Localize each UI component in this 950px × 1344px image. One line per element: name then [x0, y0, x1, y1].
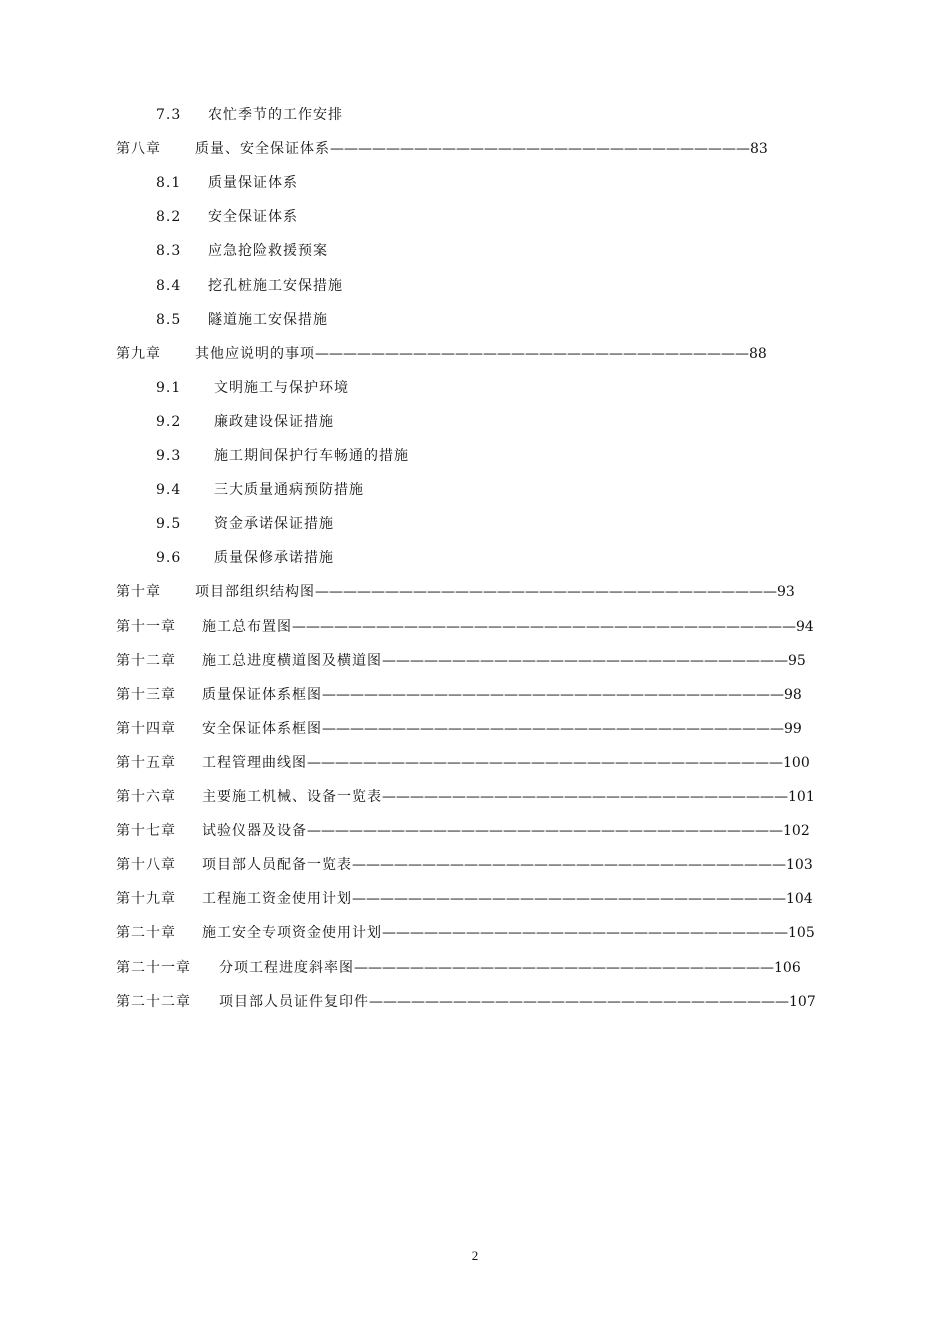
toc-leader-dashes: ——————————————————————————————————: [307, 754, 783, 771]
toc-leader-dashes: ———————————————————————————————: [352, 857, 786, 874]
toc-entry-title: 安全保证体系框图: [202, 720, 322, 737]
page-number: 2: [471, 1248, 479, 1263]
toc-chapter-entry: [116, 614, 818, 640]
toc-section-entry: [156, 102, 343, 128]
toc-entry-number: 8.4: [156, 277, 182, 294]
toc-chapter-entry: [116, 955, 818, 981]
toc-entry-title: 试验仪器及设备: [202, 823, 307, 840]
toc-entry-page: 100: [783, 754, 810, 771]
toc-leader-dashes: —————————————————————————————: [382, 789, 788, 805]
toc-entry-title: 施工总进度横道图及横道图: [202, 652, 382, 669]
toc-entry-title: 质量、安全保证体系: [195, 141, 330, 158]
toc-entry-page: 94: [796, 618, 814, 635]
toc-entry-page: 105: [788, 925, 815, 942]
toc-entry-page: 99: [784, 720, 802, 737]
toc-leader-dashes: —————————————————————————————: [382, 925, 788, 942]
toc-entry-number: 第九章: [116, 345, 161, 362]
toc-entry-title: 项目部人员配备一览表: [202, 857, 352, 874]
toc-entry-number: 9.3: [156, 448, 182, 464]
toc-entry-page: 93: [777, 584, 795, 601]
toc-leader-dashes: ———————————————————————————————: [315, 345, 749, 362]
toc-entry-number: 第十三章: [116, 686, 176, 703]
toc-entry-page: 88: [749, 345, 767, 362]
toc-chapter-entry: [116, 136, 818, 162]
toc-chapter-entry: [116, 818, 818, 844]
toc-entry-number: 9.6: [156, 550, 182, 567]
toc-entry-title: 隧道施工安保措施: [208, 311, 328, 328]
toc-leader-dashes: ——————————————————————————————————: [307, 823, 783, 840]
toc-entry-number: 9.4: [156, 482, 182, 499]
toc-entry-page: 83: [750, 141, 768, 158]
toc-entry-page: 95: [788, 652, 806, 669]
toc-entry-number: 8.5: [156, 311, 182, 328]
toc-entry-title: 质量保证体系: [208, 175, 298, 192]
toc-chapter-entry: [116, 341, 818, 367]
toc-leader-dashes: —————————————————————————————————: [315, 584, 777, 601]
toc-leader-dashes: ———————————————————————————————: [352, 891, 786, 908]
toc-chapter-entry: [116, 648, 818, 674]
toc-section-entry: [156, 477, 364, 503]
toc-section-entry: [156, 545, 334, 571]
toc-section-entry: [156, 307, 328, 333]
toc-entry-number: 第十九章: [116, 891, 176, 908]
toc-entry-title: 施工总布置图: [202, 618, 292, 635]
toc-section-entry: [156, 409, 334, 435]
toc-chapter-entry: [116, 716, 818, 742]
toc-entry-page: 101: [788, 789, 815, 805]
toc-section-entry: [156, 170, 298, 196]
toc-chapter-entry: [116, 682, 818, 708]
toc-leader-dashes: ——————————————————————————————: [354, 959, 774, 976]
toc-entry-title: 工程施工资金使用计划: [202, 891, 352, 908]
toc-entry-title: 廉政建设保证措施: [214, 413, 334, 430]
toc-entry-title: 施工期间保护行车畅通的措施: [214, 448, 409, 464]
toc-entry-title: 分项工程进度斜率图: [219, 959, 354, 976]
toc-entry-page: 98: [784, 686, 802, 703]
toc-entry-number: 第二十二章: [116, 993, 191, 1010]
toc-chapter-entry: [116, 886, 818, 912]
toc-leader-dashes: ——————————————————————————————: [369, 993, 789, 1010]
toc-entry-title: 农忙季节的工作安排: [208, 107, 343, 123]
toc-entry-page: 103: [786, 857, 813, 874]
toc-leader-dashes: —————————————————————————————————: [322, 686, 784, 703]
toc-entry-number: 第十八章: [116, 857, 176, 874]
toc-entry-title: 施工安全专项资金使用计划: [202, 925, 382, 942]
toc-entry-number: 第十二章: [116, 652, 176, 669]
toc-entry-page: 106: [774, 959, 801, 976]
toc-section-entry: [156, 375, 349, 401]
toc-entry-number: 第二十一章: [116, 959, 191, 976]
toc-entry-number: 第十一章: [116, 618, 176, 635]
toc-chapter-entry: [116, 920, 818, 946]
toc-entry-title: 主要施工机械、设备一览表: [202, 789, 382, 805]
toc-leader-dashes: —————————————————————————————————: [322, 720, 784, 737]
toc-entry-number: 9.2: [156, 413, 182, 430]
toc-chapter-entry: [116, 989, 818, 1015]
toc-entry-title: 其他应说明的事项: [195, 345, 315, 362]
toc-entry-number: 第十五章: [116, 754, 176, 771]
toc-chapter-entry: [116, 784, 818, 810]
toc-entry-page: 104: [786, 891, 813, 908]
toc-entry-number: 8.1: [156, 175, 182, 192]
toc-entry-title: 安全保证体系: [208, 209, 298, 226]
toc-entry-number: 第十章: [116, 584, 161, 601]
toc-entry-title: 三大质量通病预防措施: [214, 482, 364, 499]
toc-entry-number: 8.3: [156, 243, 182, 260]
toc-entry-page: 107: [789, 993, 816, 1010]
toc-entry-title: 质量保证体系框图: [202, 686, 322, 703]
toc-chapter-entry: [116, 579, 818, 605]
toc-entry-title: 应急抢险救援预案: [208, 243, 328, 260]
toc-leader-dashes: ——————————————————————————————: [330, 141, 750, 158]
toc-entry-number: 9.5: [156, 516, 182, 533]
toc-section-entry: [156, 273, 343, 299]
toc-entry-title: 质量保修承诺措施: [214, 550, 334, 567]
toc-entry-number: 第八章: [116, 141, 161, 158]
toc-entry-title: 项目部组织结构图: [195, 584, 315, 601]
toc-entry-title: 项目部人员证件复印件: [219, 993, 369, 1010]
toc-entry-title: 工程管理曲线图: [202, 754, 307, 771]
toc-section-entry: [156, 238, 328, 264]
toc-entry-title: 资金承诺保证措施: [214, 516, 334, 533]
toc-section-entry: [156, 511, 334, 537]
toc-leader-dashes: ————————————————————————————————————: [292, 618, 796, 635]
toc-entry-number: 8.2: [156, 209, 182, 226]
toc-entry-title: 文明施工与保护环境: [214, 379, 349, 396]
toc-entry-number: 第二十章: [116, 925, 176, 942]
toc-leader-dashes: —————————————————————————————: [382, 652, 788, 669]
toc-entry-page: 102: [783, 823, 810, 840]
toc-section-entry: [156, 443, 409, 469]
toc-entry-title: 挖孔桩施工安保措施: [208, 277, 343, 294]
toc-chapter-entry: [116, 750, 818, 776]
toc-entry-number: 第十六章: [116, 789, 176, 805]
toc-entry-number: 第十四章: [116, 720, 176, 737]
toc-entry-number: 9.1: [156, 379, 182, 396]
toc-entry-number: 第十七章: [116, 823, 176, 840]
toc-chapter-entry: [116, 852, 818, 878]
toc-section-entry: [156, 204, 298, 230]
toc-entry-number: 7.3: [156, 107, 182, 123]
